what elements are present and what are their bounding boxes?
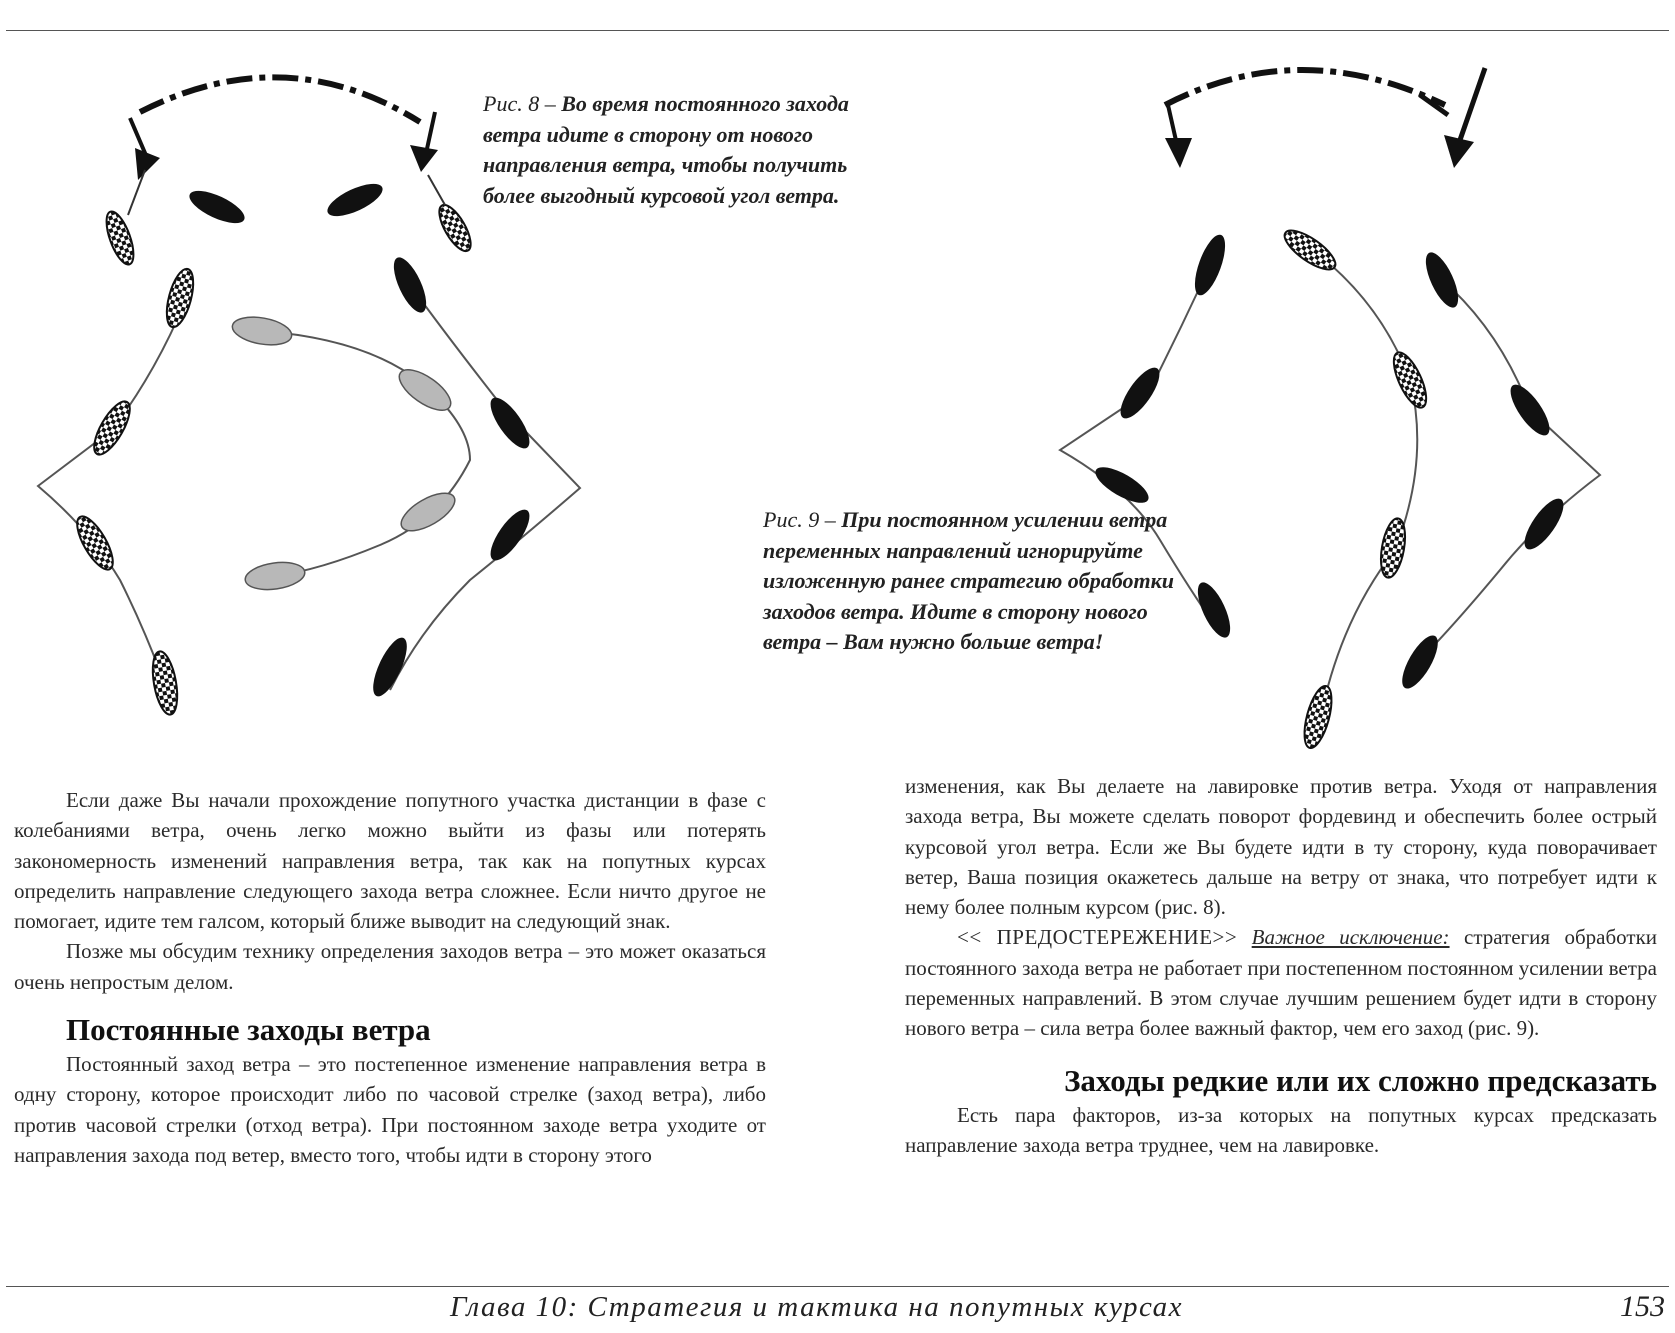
right-column — [905, 771, 1657, 1160]
exception-label: Важное исключение: — [1251, 925, 1450, 950]
page-number: 153 — [1620, 1290, 1665, 1323]
boat-left-3 — [1091, 460, 1154, 509]
right-paragraph-2 — [905, 922, 1657, 1043]
boat-middle-4 — [1299, 683, 1337, 751]
right-paragraph-2-text: стратегия обработки постоянного захода ветра не работает при постепенном постоянном усилении ветра переменных направлений. В этом случае лучшим решением будет идти в сторону нового ветра – сила ветра более важный фактор, чем его заход (рис. 9). — [905, 925, 1658, 1041]
boat-right-4 — [1395, 631, 1444, 694]
right-paragraph-1: изменения, как Вы делаете на лавировке против ветра. Уходя от направления захода ветра, Вы можете сделать поворот фордевинд и обеспечить более острый курсовой угол ветра. Если же Вы будете идти в ту сторону, куда поворачивает ветер, Ваша позиция окажетесь дальше на ветру от знака, что потребует идти к нему более полным курсом (рис. 8). — [905, 774, 1657, 920]
figure-8-label: Рис. 8 – — [483, 91, 556, 116]
boat-left-4 — [1191, 578, 1236, 642]
footer-chapter-title: Глава 10: Стратегия и тактика на попутных курсах — [450, 1291, 1183, 1323]
right-paragraph-3: Есть пара факторов, из-за которых на попутных курсах предсказать направление захода ветра труднее, чем на лавировке. — [905, 1102, 1657, 1157]
section-heading-rare-shifts: Заходы редкие или их сложно предсказать — [1064, 1062, 1657, 1098]
boat-left-1 — [1189, 231, 1232, 299]
figure-8-text: Во время постоянного захода ветра идите в сторону от нового направления ветра, чтобы получить более выгодный курсовой угол ветра. — [483, 91, 849, 208]
boat-middle-1 — [1279, 224, 1341, 276]
wind-arrow-new — [1444, 68, 1485, 168]
left-column — [14, 785, 766, 1170]
wind-arrow-old — [1165, 105, 1192, 168]
course-right — [1415, 278, 1600, 665]
course-middle — [1310, 248, 1417, 720]
section-heading-constant-shifts: Постоянные заходы ветра — [66, 1012, 431, 1048]
figure-9-label: Рис. 9 – — [763, 507, 836, 532]
boat-middle-2 — [1387, 348, 1432, 412]
warning-label: << ПРЕДОСТЕРЕЖЕНИЕ>> — [957, 925, 1238, 950]
boat-right-2 — [1504, 379, 1556, 441]
boat-right-1 — [1419, 248, 1464, 312]
left-paragraph-1: Если даже Вы начали прохождение попутного участка дистанции в фазе с колебаниями ветра, очень легко можно выйти из фазы или потерять закономерность изменений направления ветра, так как на попутных курсах определить направление следующего захода ветра сложнее. Если ничто другое не помогает, идите тем галсом, который ближе выводит на следующий знак. — [14, 788, 766, 934]
figure-9-caption — [763, 505, 1183, 658]
figure-9-text: При постоянном усилении ветра переменных направлений игнорируйте изложенную ранее стратегию обработки заходов ветра. Идите в сторону нового ветра – Вам нужно больше ветра! — [763, 507, 1174, 654]
figure-8-caption — [483, 89, 903, 211]
left-paragraph-3: Постоянный заход ветра – это постепенное изменение направления ветра в одну сторону, которое происходит либо по часовой стрелке (заход ветра), либо против часовой стрелки (отход ветра). При постоянном заходе ветра уходите от направления захода под ветер, вместо того, чтобы идти в сторону этого — [14, 1052, 766, 1167]
left-paragraph-2: Позже мы обсудим технику определения заходов ветра – это может оказаться очень непростым делом. — [14, 939, 766, 994]
boat-middle-3 — [1377, 517, 1409, 580]
wind-shift-arrow — [1165, 70, 1445, 105]
boat-right-3 — [1518, 493, 1570, 555]
boat-left-2 — [1114, 362, 1166, 424]
